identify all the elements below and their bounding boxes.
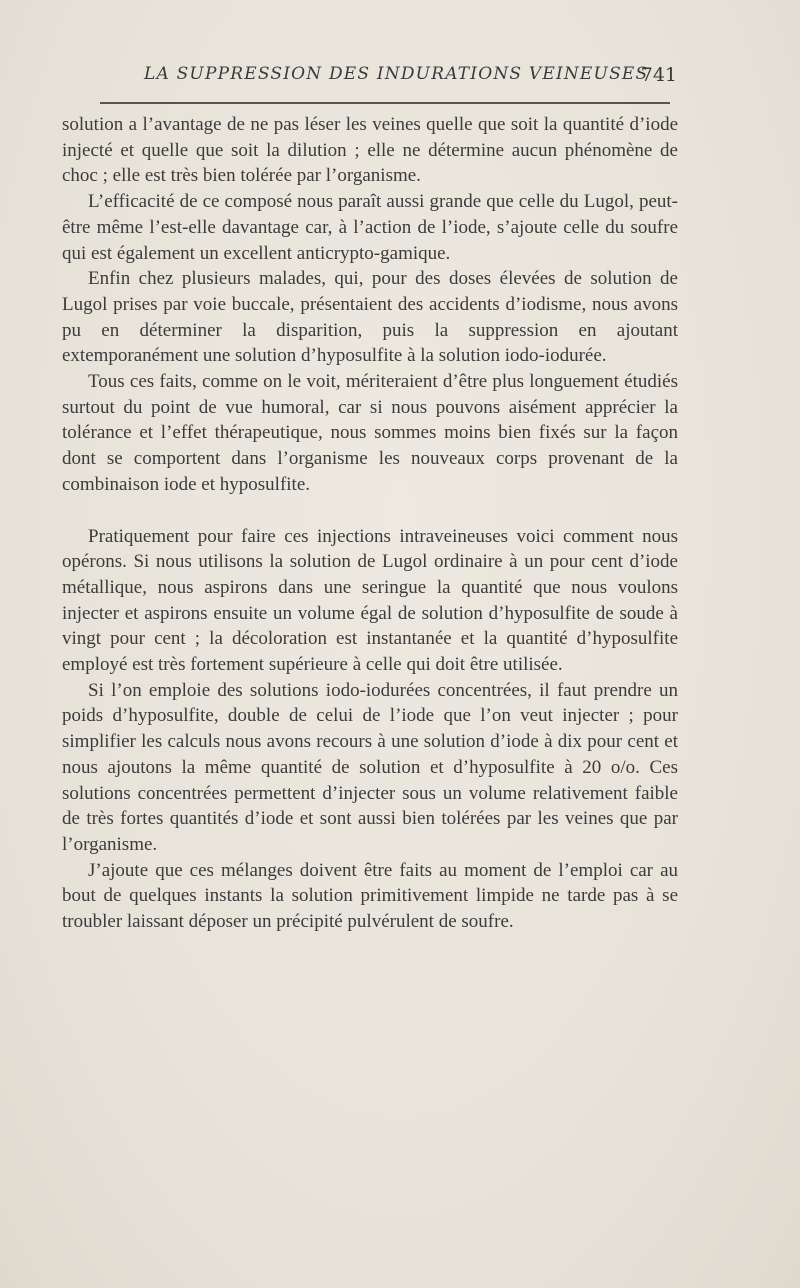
body-text xyxy=(62,112,678,935)
page-number: 741 xyxy=(640,64,677,86)
paragraph: solution a l’avantage de ne pas léser les veines quelle que soit la quantité d’iode injecté et quelle que soit la dilution ; elle ne détermine aucun phénomène de choc ; elle est très bien tolérée par l’organisme. xyxy=(62,114,678,187)
paragraph: J’ajoute que ces mélanges doivent être faits au moment de l’emploi car au bout de quelques instants la solution primitivement limpide ne tarde pas à se troubler laissant déposer un précipité pulvérulent de soufre. xyxy=(62,859,678,933)
paragraph: L’efficacité de ce composé nous paraît aussi grande que celle du Lugol, peut-être même l’est-elle davantage car, à l’action de l’iode, s’ajoute celle du soufre qui est également un excellent anticrypto-gamique. xyxy=(62,191,678,264)
header-rule xyxy=(100,102,670,104)
running-head xyxy=(62,64,677,90)
running-title: LA SUPPRESSION DES INDURATIONS VEINEUSES xyxy=(144,64,649,84)
paragraph: Tous ces faits, comme on le voit, mériteraient d’être plus longuement étudiés surtout du point de vue humoral, car si nous pouvons aisément apprécier la tolérance et l’effet thérapeutique, nous sommes moins bien fixés sur la façon dont se comportent dans l’organisme les nouveaux corps provenant de la combinaison iode et hyposulfite. xyxy=(62,371,678,495)
paragraph: Pratiquement pour faire ces injections intraveineuses voici comment nous opérons. Si nous utilisons la solution de Lugol ordinaire à un pour cent d’iode métallique, nous aspirons dans une seringue la quantité que nous voulons injecter et aspirons ensuite un volume égal de solution d’hyposulfite de soude à vingt pour cent ; la décoloration est instantanée et la quantité d’hyposulfite employé est très fortement supérieure à celle qui doit être utilisée. xyxy=(62,525,678,676)
paragraph: Si l’on emploie des solutions iodo-iodurées concentrées, il faut prendre un poids d’hyposulfite, double de celui de l’iode que l’on veut injecter ; pour simplifier les calculs nous avons recours à une solution d’iode à dix pour cent et nous ajoutons la même quantité de solution et d’hyposulfite à 20 o/o. Ces solutions concentrées permettent d’injecter sous un volume relativement faible de très fortes quantités d’iode et sont aussi bien tolérées par les veines que par l’organisme. xyxy=(62,679,678,855)
paragraph: Enfin chez plusieurs malades, qui, pour des doses élevées de solution de Lugol prises par voie buccale, présentaient des accidents d’iodisme, nous avons pu en déterminer la disparition, puis la suppression en ajoutant extemporanément une solution d’hyposulfite à la solution iodo-iodurée. xyxy=(62,268,678,367)
